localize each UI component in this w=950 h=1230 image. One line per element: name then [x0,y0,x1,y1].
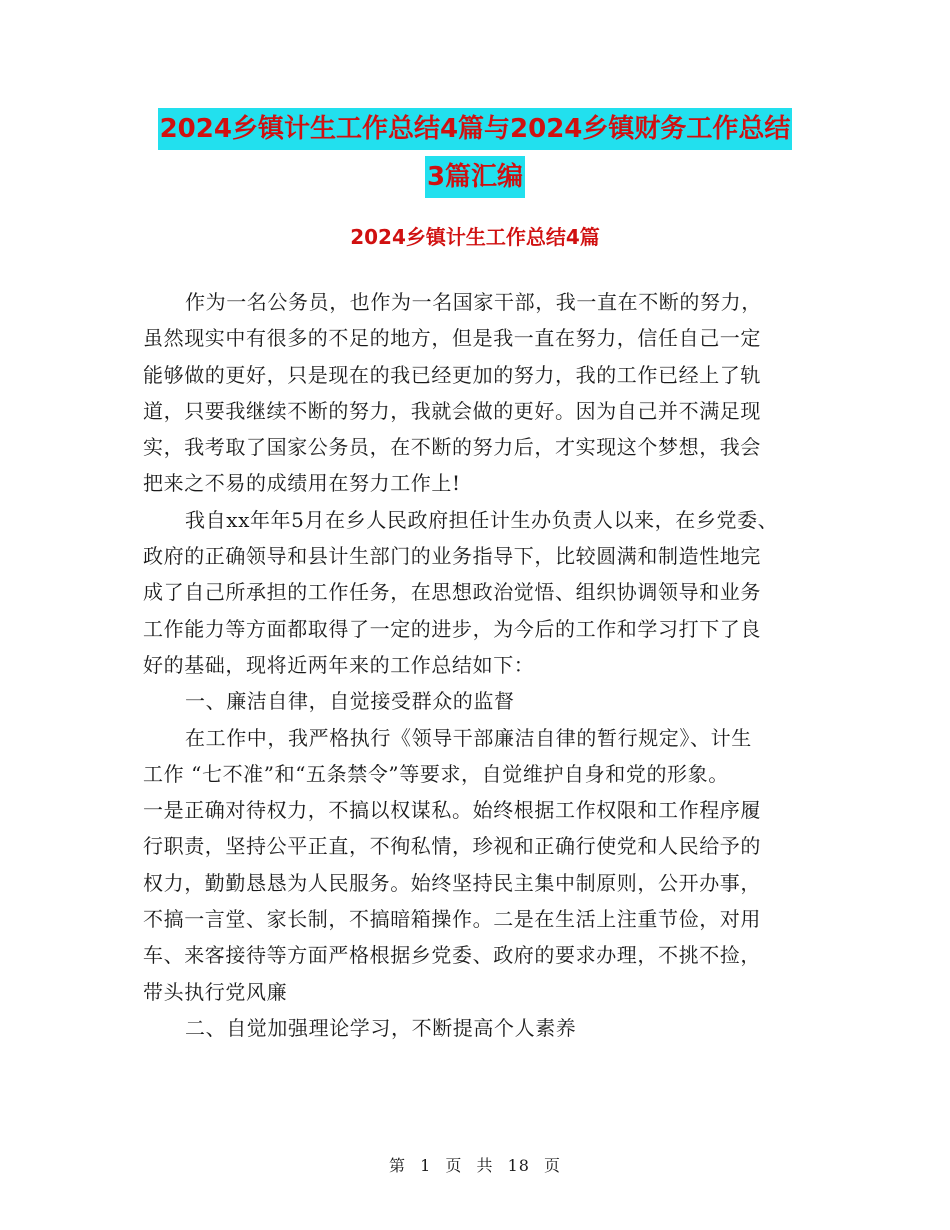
text-line: 权力，勤勤恳恳为人民服务。始终坚持民主集中制原则，公开办事， [143,870,761,895]
text-line: 道，只要我继续不断的努力，我就会做的更好。因为自己并不满足现 [143,398,761,423]
text-line: 工作能力等方面都取得了一定的进步，为今后的工作和学习打下了良 [143,616,761,641]
title-line-2: 3篇汇编 [425,156,525,198]
footer-word: 第 [388,1156,406,1175]
text-line: 在工作中，我严格执行《领导干部廉洁自律的暂行规定》、计生 [185,725,752,750]
document-title [0,108,950,198]
footer-word: 页 [445,1156,463,1175]
text-line: 实，我考取了国家公务员，在不断的努力后，才实现这个梦想，我会 [143,435,761,460]
text-line: 二、自觉加强理论学习，不断提高个人素养 [185,1015,577,1040]
footer-word: 共 [476,1156,494,1175]
text-line: 行职责，坚持公平正直，不徇私情，珍视和正确行使党和人民给予的 [143,834,761,859]
section-heading: 2024乡镇计生工作总结4篇 [350,225,600,249]
text-line: 带头执行党风廉 [143,979,288,1004]
text-line: 把来之不易的成绩用在努力工作上! [143,471,461,496]
text-line: 成了自己所承担的工作任务，在思想政治觉悟、组织协调领导和业务 [143,580,761,605]
text-line: 我自xx年年5月在乡人民政府担任计生办负责人以来，在乡党委、 [185,507,779,532]
text-line: 能够做的更好，只是现在的我已经更加的努力，我的工作已经上了轨 [143,362,761,387]
text-line: 作为一名公务员，也作为一名国家干部，我一直在不断的努力， [185,290,762,314]
text-line: 工作 “七不准”和“五条禁令”等要求，自觉维护自身和党的形象。 [143,761,729,786]
page-number: 1 [420,1156,432,1175]
text-line: 一是正确对待权力，不搞以权谋私。始终根据工作权限和工作程序履 [143,798,761,823]
text-line: 好的基础，现将近两年来的工作总结如下： [143,652,535,677]
text-line: 虽然现实中有很多的不足的地方，但是我一直在努力，信任自己一定 [143,326,761,351]
page-footer [0,1153,950,1176]
text-line: 一、廉洁自律，自觉接受群众的监督 [185,689,515,714]
text-line: 政府的正确领导和县计生部门的业务指导下，比较圆满和制造性地完 [143,544,761,569]
footer-word: 页 [544,1156,562,1175]
body-text [143,284,823,1046]
title-line-1: 2024乡镇计生工作总结4篇与2024乡镇财务工作总结 [158,108,793,150]
total-pages: 18 [507,1156,530,1175]
text-line: 不搞一言堂、家长制，不搞暗箱操作。二是在生活上注重节俭，对用 [143,907,761,932]
text-line: 车、来客接待等方面严格根据乡党委、政府的要求办理，不挑不捡， [143,943,761,968]
